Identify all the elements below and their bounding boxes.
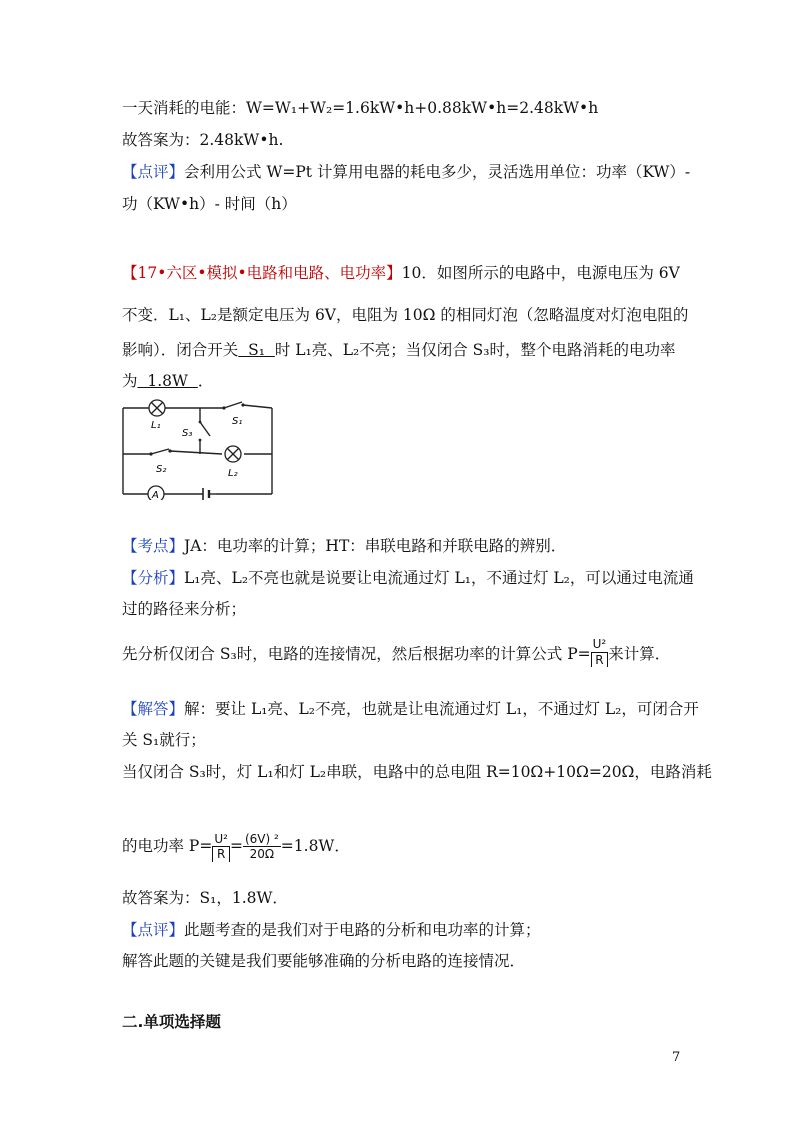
- fenxi-text: L₁亮、L₂不亮也就是说要让电流通过灯 L₁，不通过灯 L₂，可以通过电流通: [184, 569, 694, 587]
- answer-line-2: 故答案为：S₁，1.8W．: [122, 889, 288, 907]
- question-17-line2: 不变．L₁、L₂是额定电压为 6V，电阻为 10Ω 的相同灯泡（忽略温度对灯泡电阻的: [122, 306, 689, 324]
- label-l1: L₁: [151, 420, 161, 431]
- lamp-l1-icon: [149, 400, 165, 416]
- kaodian-text: JA：电功率的计算；HT：串联电路和并联电路的辨别．: [184, 537, 567, 555]
- fenxi-tag: 【分析】: [122, 569, 185, 587]
- question-text-a: 为: [122, 372, 138, 390]
- comment-tag: 【点评】: [122, 921, 185, 939]
- comment-text: 会利用公式 W=Pt 计算用电器的耗电多少，灵活选用单位：功率（KW）-: [184, 163, 691, 181]
- jieda-tag: 【解答】: [122, 700, 185, 718]
- fenxi-cont: 过的路径来分析；: [122, 600, 247, 618]
- fenxi-line3: [122, 637, 671, 667]
- circuit-diagram: [118, 396, 278, 500]
- question-text-b: 时 L₁亮、L₂不亮；当仅闭合 S₃时，整个电路消耗的电功率: [274, 341, 676, 359]
- lamp-l2-icon: [225, 446, 241, 462]
- question-text-b: ．: [197, 372, 214, 390]
- jieda-text-b: =1.8W．: [280, 836, 350, 855]
- question-tag: 【17•六区•模拟•电路和电路、电功率】: [122, 264, 402, 282]
- jieda-line: [122, 697, 699, 719]
- answer-blank-1: S₁: [238, 341, 275, 359]
- ammeter-icon: [148, 486, 164, 500]
- question-text: 10．如图所示的电路中，电源电压为 6V: [401, 264, 680, 282]
- comment-2: [122, 918, 541, 940]
- svg-text:A: A: [152, 490, 159, 500]
- answer-line-1: 故答案为：2.48kW•h.: [122, 131, 284, 149]
- formula-u2-over-r: $\frac{\text{U²}}{R}$: [592, 637, 607, 667]
- kaodian-line: [122, 534, 566, 556]
- comment-1-cont: 功（KW•h）- 时间（h）: [122, 195, 297, 213]
- answer-blank-2: 1.8W: [137, 372, 198, 390]
- equals: =: [229, 836, 243, 855]
- kaodian-tag: 【考点】: [122, 537, 185, 555]
- jieda-text: 解：要让 L₁亮、L₂不亮，也就是让电流通过灯 L₁，不通过灯 L₂，可闭合开: [184, 700, 699, 718]
- label-s3: S₃: [182, 428, 193, 439]
- energy-day-line: 一天消耗的电能：W=W₁+W₂=1.6kW•h+0.88kW•h=2.48kW•h: [122, 99, 599, 117]
- comment-tag: 【点评】: [122, 163, 185, 181]
- jieda-line4: [122, 832, 350, 862]
- jieda-line3: 当仅闭合 S₃时，灯 L₁和灯 L₂串联，电路中的总电阻 R=10Ω+10Ω=20Ω，电路消耗: [122, 763, 712, 781]
- fenxi-line: [122, 566, 694, 588]
- jieda-text-a: 的电功率 P=: [122, 836, 213, 855]
- fenxi-text-a: 先分析仅闭合 S₃时，电路的连接情况，然后根据功率的计算公式 P=: [122, 645, 591, 663]
- question-17-line4: [122, 369, 213, 391]
- comment-2-cont: 解答此题的关键是我们要能够准确的分析电路的连接情况．: [122, 952, 526, 970]
- fenxi-text-b: 来计算．: [608, 645, 671, 663]
- jieda-cont: 关 S₁就行；: [122, 731, 206, 749]
- page-number: 7: [672, 1050, 681, 1065]
- question-17-header: [122, 261, 680, 283]
- section-heading: 二.单项选择题: [122, 1013, 221, 1031]
- question-text-a: 影响）．闭合开关: [122, 341, 239, 359]
- label-l2: L₂: [228, 468, 238, 479]
- formula-u2-over-r-2: $\frac{\text{U²}}{R}$: [214, 832, 228, 862]
- formula-6v2-over-20: $\frac{\text{(6V) ²}}{20\Omega}$: [244, 832, 279, 862]
- label-s1: S₁: [232, 416, 243, 427]
- comment-1: [122, 160, 690, 182]
- question-17-line3: [122, 338, 676, 360]
- label-s2: S₂: [156, 464, 167, 475]
- comment-text: 此题考查的是我们对于电路的分析和电功率的计算；: [184, 921, 541, 939]
